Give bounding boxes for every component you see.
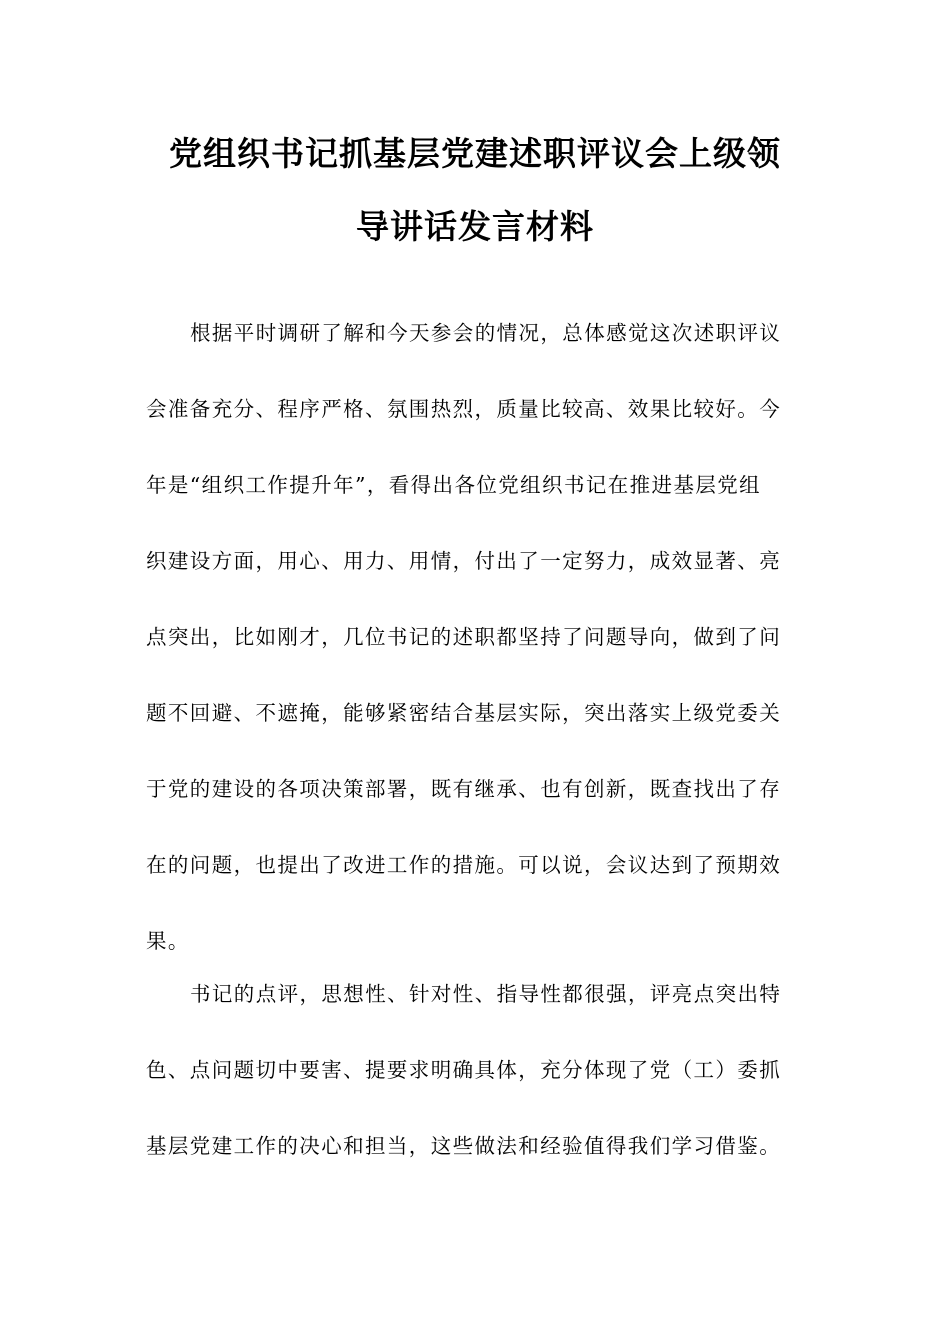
paragraph-1-line-6: 题不回避、不遮掩，能够紧密结合基层实际，突出落实上级党委关 bbox=[146, 701, 782, 725]
document-title-line-2: 导讲话发言材料 bbox=[356, 207, 594, 246]
paragraph-2-line-1: 书记的点评，思想性、针对性、指导性都很强，评亮点突出特 bbox=[190, 982, 782, 1006]
paragraph-1-line-2: 会准备充分、程序严格、氛围热烈，质量比较高、效果比较好。今 bbox=[146, 397, 782, 421]
paragraph-1-line-8: 在的问题，也提出了改进工作的措施。可以说，会议达到了预期效 bbox=[146, 853, 782, 877]
paragraph-1-line-7: 于党的建设的各项决策部署，既有继承、也有创新，既查找出了存 bbox=[146, 777, 782, 801]
paragraph-1-line-3: 年是“组织工作提升年”，看得出各位党组织书记在推进基层党组 bbox=[146, 473, 762, 497]
paragraph-1-line-4: 织建设方面，用心、用力、用情，付出了一定努力，成效显著、亮 bbox=[146, 549, 782, 573]
paragraph-1-line-1: 根据平时调研了解和今天参会的情况，总体感觉这次述职评议 bbox=[190, 321, 782, 345]
paragraph-1-line-9: 果。 bbox=[146, 929, 190, 953]
document-title-line-1: 党组织书记抓基层党建述职评议会上级领 bbox=[169, 134, 781, 173]
paragraph-2-line-3: 基层党建工作的决心和担当，这些做法和经验值得我们学习借鉴。 bbox=[146, 1134, 782, 1158]
paragraph-1-line-5: 点突出，比如刚才，几位书记的述职都坚持了问题导向，做到了问 bbox=[146, 625, 782, 649]
paragraph-2-line-2: 色、点问题切中要害、提要求明确具体，充分体现了党（工）委抓 bbox=[146, 1058, 782, 1082]
